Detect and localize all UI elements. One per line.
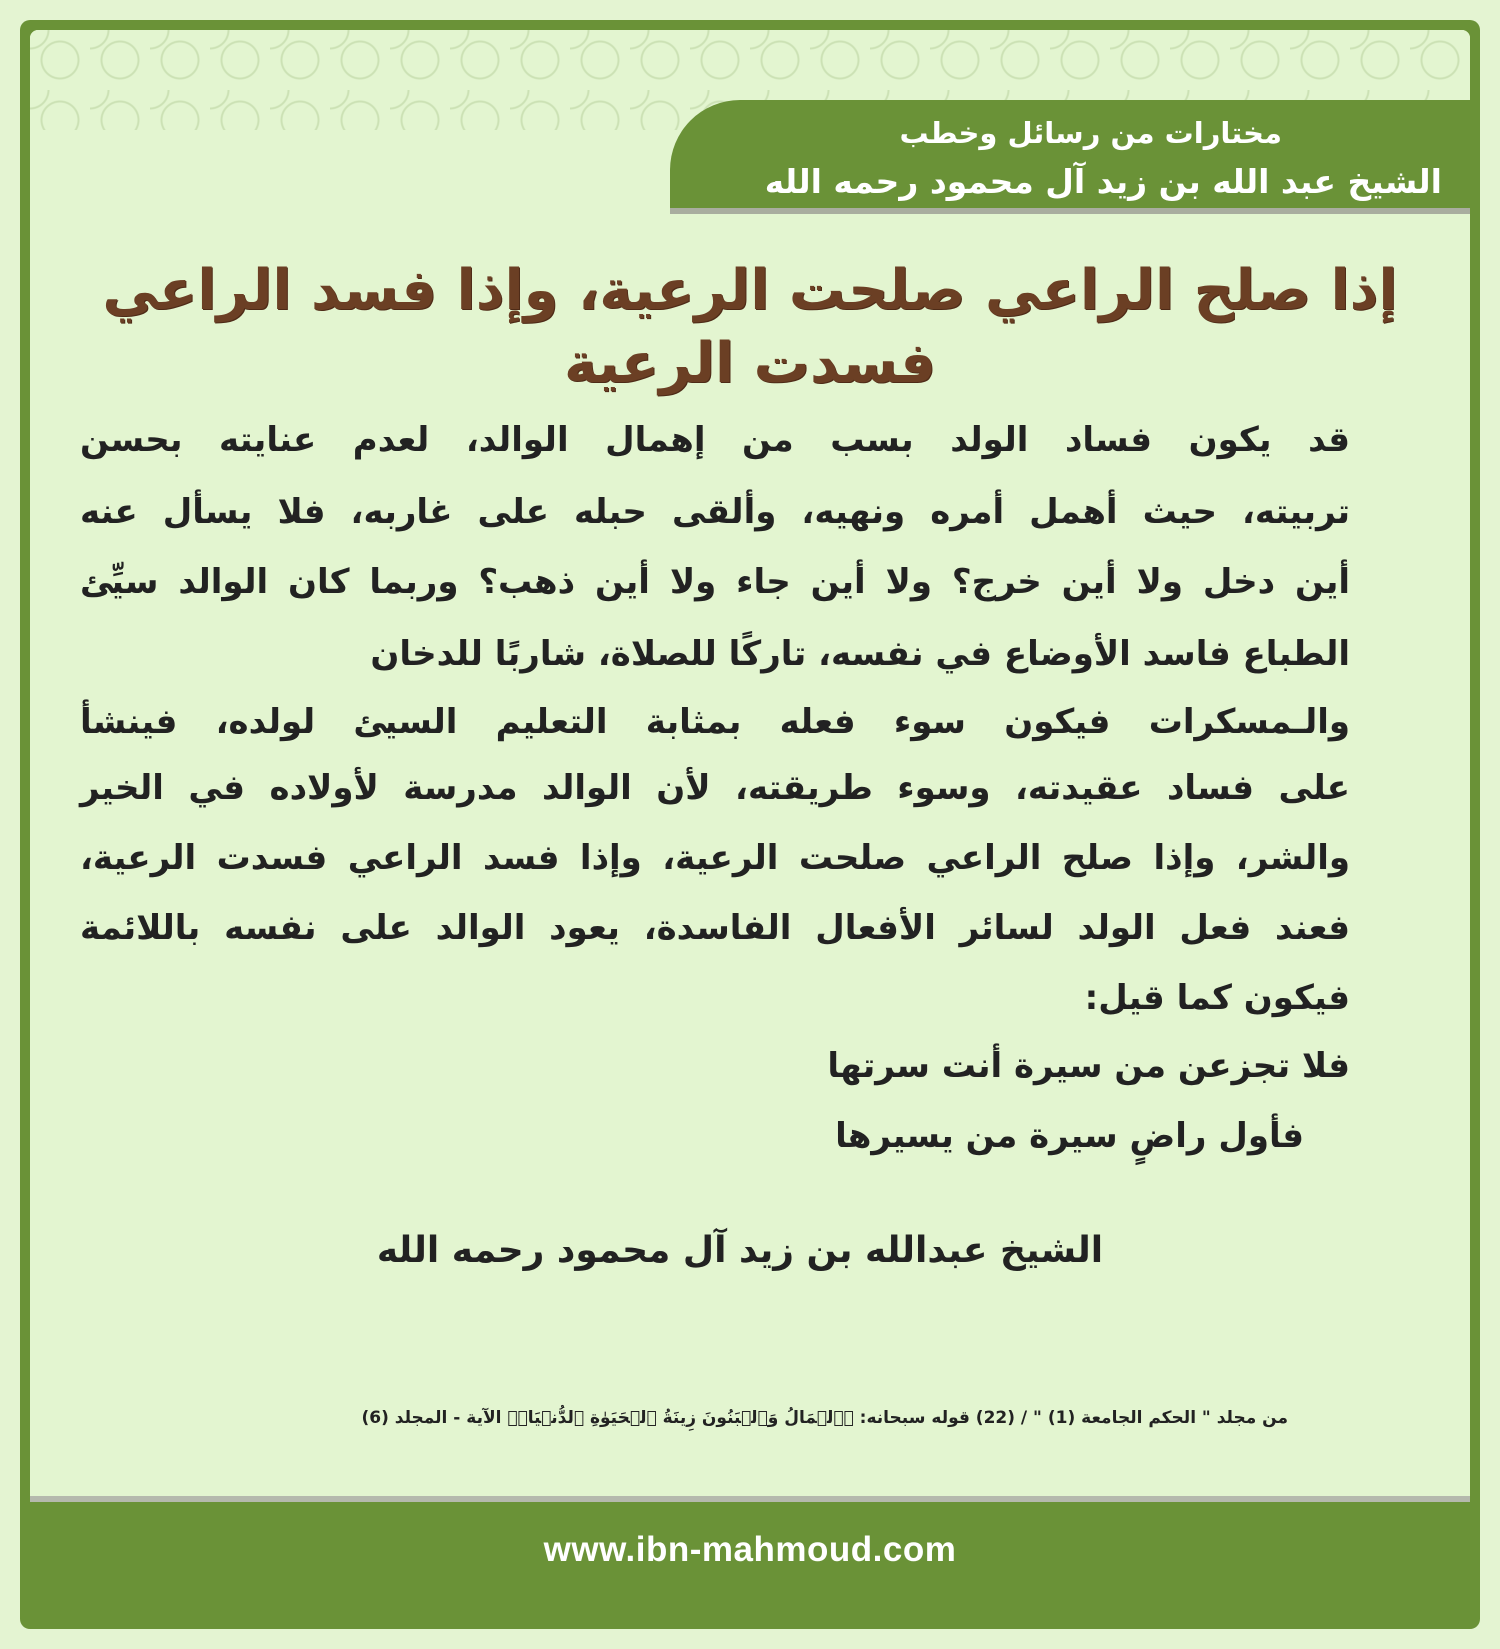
article-title-line-2: فسدت الرعية xyxy=(564,331,936,396)
poem-verse-2: فأول راضٍ سيرة من يسيرها xyxy=(835,1116,1304,1156)
article-title-line-1: إذا صلح الراعي صلحت الرعية، وإذا فسد الراعي xyxy=(102,258,1398,323)
content-panel xyxy=(30,30,1470,1502)
author-signature-text: الشيخ عبدالله بن زيد آل محمود رحمه الله xyxy=(376,1230,1104,1271)
author-signature xyxy=(30,1230,1470,1271)
outer-frame xyxy=(20,20,1480,1629)
body-line: قد يكون فساد الولد بسب من إهمال الوالد، لعدم عنايته بحسن xyxy=(80,420,1350,460)
body-line: أين دخل ولا أين خرج؟ ولا أين جاء ولا أين ذهب؟ وربما كان الوالد سيِّئ xyxy=(80,562,1350,602)
body-line: على فساد عقيدته، وسوء طريقته، لأن الوالد مدرسة لأولاده في الخير xyxy=(80,768,1350,808)
source-citation: من مجلد " الحكم الجامعة (1) " / (22) قوله سبحانه: ﴿ٱلۡمَالُ وَٱلۡبَنُونَ زِينَةُ ٱلۡحَيَوٰةِ ٱلدُّنۡيَاۖ﴾ الآية - المجلد (6) xyxy=(361,1408,1288,1428)
website-link[interactable]: www.ibn-mahmoud.com xyxy=(543,1530,957,1569)
poem-verse-1: فلا تجزعن من سيرة أنت سرتها xyxy=(827,1046,1350,1086)
body-line: تربيته، حيث أهمل أمره ونهيه، وألقى حبله على غاربه، فلا يسأل عنه xyxy=(80,492,1350,532)
header-series-title: مختارات من رسائل وخطب xyxy=(899,116,1282,150)
body-line: فيكون كما قيل: xyxy=(1084,978,1350,1018)
body-line: والـمسكرات فيكون سوء فعله بمثابة التعليم السيئ لولده، فينشأ xyxy=(80,702,1350,742)
header-author: الشيخ عبد الله بن زيد آل محمود رحمه الله xyxy=(764,162,1442,201)
body-line: فعند فعل الولد لسائر الأفعال الفاسدة، يعود الوالد على نفسه باللائمة xyxy=(80,908,1350,948)
body-line: الطباع فاسد الأوضاع في نفسه، تاركًا للصلاة، شاربًا للدخان xyxy=(370,634,1350,674)
body-line: والشر، وإذا صلح الراعي صلحت الرعية، وإذا فسد الراعي فسدت الرعية، xyxy=(80,838,1350,878)
